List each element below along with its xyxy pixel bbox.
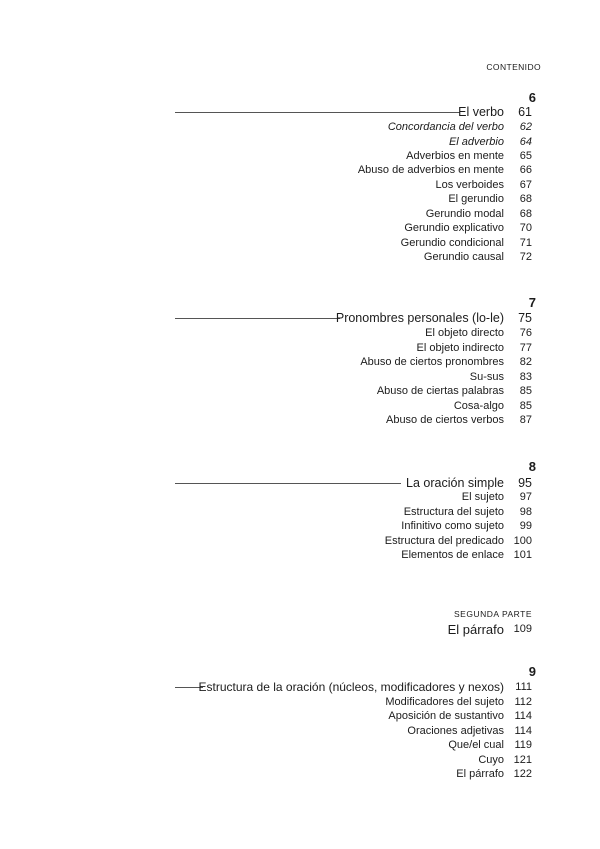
entry-title: La oración simple: [406, 476, 504, 490]
part-page: 109: [513, 623, 532, 635]
entry-page: 67: [519, 179, 532, 191]
entry-page: 70: [519, 222, 532, 234]
toc-entry[interactable]: [0, 355, 600, 370]
entry-title: Infinitivo como sujeto: [401, 520, 504, 532]
toc-entry[interactable]: [0, 695, 600, 710]
toc-entry[interactable]: [0, 753, 600, 768]
entry-title: El gerundio: [448, 193, 504, 205]
chapter-number: 9: [528, 664, 536, 679]
toc-entry[interactable]: [0, 505, 600, 520]
toc-entry[interactable]: [0, 311, 600, 326]
toc-entry[interactable]: [0, 399, 600, 414]
toc-entry[interactable]: [0, 221, 600, 236]
entry-title: Abuso de ciertas palabras: [376, 385, 504, 397]
entry-page: 76: [519, 327, 532, 339]
toc-entry[interactable]: [0, 192, 600, 207]
chapter-number: 8: [528, 459, 536, 474]
entry-page: 121: [513, 754, 532, 766]
entry-page: 68: [519, 193, 532, 205]
toc-entry[interactable]: [0, 135, 600, 150]
entry-page: 71: [519, 237, 532, 249]
entry-title: Su-sus: [469, 371, 504, 383]
chapter-number: 6: [528, 90, 536, 105]
entry-title: Adverbios en mente: [406, 150, 504, 162]
entry-page: 75: [518, 311, 532, 325]
part-label: SEGUNDA PARTE: [454, 609, 532, 619]
toc-entry[interactable]: [0, 341, 600, 356]
entry-title: El sujeto: [461, 491, 504, 503]
entry-page: 85: [519, 400, 532, 412]
chapter-number: 7: [528, 295, 536, 310]
entry-title: Concordancia del verbo: [387, 121, 504, 133]
entry-title: Gerundio modal: [425, 208, 504, 220]
toc-entry[interactable]: [0, 236, 600, 251]
entry-page: 101: [513, 549, 532, 561]
toc-entry[interactable]: [0, 724, 600, 739]
toc-entry[interactable]: [0, 326, 600, 341]
entry-title: Los verboides: [435, 179, 504, 191]
entry-title: Abuso de adverbios en mente: [357, 164, 504, 176]
entry-page: 119: [514, 739, 532, 751]
entry-title: Abuso de ciertos pronombres: [360, 356, 504, 368]
toc-entry[interactable]: [0, 413, 600, 428]
entry-title: Oraciones adjetivas: [407, 725, 504, 737]
toc-entry[interactable]: [0, 178, 600, 193]
entry-title: Abuso de ciertos verbos: [385, 414, 504, 426]
entry-title: Que/el cual: [448, 739, 504, 751]
entry-page: 66: [519, 164, 532, 176]
entry-page: 99: [519, 520, 532, 532]
entry-title: Estructura del predicado: [384, 535, 504, 547]
entry-page: 65: [519, 150, 532, 162]
entry-page: 114: [514, 725, 532, 737]
entry-page: 98: [519, 506, 532, 518]
toc-entry[interactable]: [0, 105, 600, 120]
entry-title: El verbo: [458, 105, 504, 119]
entry-title: Aposición de sustantivo: [388, 710, 504, 722]
toc-entry[interactable]: [0, 163, 600, 178]
entry-title: Cosa-algo: [453, 400, 504, 412]
entry-page: 68: [519, 208, 532, 220]
entry-title: Gerundio explicativo: [404, 222, 504, 234]
toc-entry[interactable]: [0, 767, 600, 782]
entry-page: 82: [519, 356, 532, 368]
running-head: CONTENIDO: [486, 62, 541, 72]
entry-page: 122: [513, 768, 532, 780]
entry-title: El párrafo: [456, 768, 504, 780]
entry-page: 83: [519, 371, 532, 383]
entry-title: Estructura de la oración (núcleos, modificadores y nexos): [198, 680, 504, 694]
toc-entry[interactable]: [0, 476, 600, 491]
entry-page: 85: [519, 385, 532, 397]
toc-entry[interactable]: [0, 370, 600, 385]
entry-page: 100: [513, 535, 532, 547]
entry-page: 62: [519, 121, 532, 133]
part-title-row[interactable]: [0, 621, 600, 638]
entry-title: Pronombres personales (lo-le): [335, 311, 504, 325]
toc-entry[interactable]: [0, 680, 600, 695]
entry-title: Gerundio causal: [423, 251, 504, 263]
entry-title: El adverbio: [448, 136, 504, 148]
entry-page: 61: [518, 105, 532, 119]
toc-entry[interactable]: [0, 519, 600, 534]
entry-title: Elementos de enlace: [401, 549, 504, 561]
entry-page: 111: [515, 681, 532, 693]
toc-entry[interactable]: [0, 120, 600, 135]
toc-entry[interactable]: [0, 548, 600, 563]
entry-title: Cuyo: [478, 754, 504, 766]
entry-page: 112: [514, 696, 532, 708]
toc-entry[interactable]: [0, 738, 600, 753]
entry-page: 95: [518, 476, 532, 490]
toc-entry[interactable]: [0, 709, 600, 724]
part-title: El párrafo: [447, 622, 504, 637]
toc-entry[interactable]: [0, 250, 600, 265]
entry-page: 87: [519, 414, 532, 426]
toc-entry[interactable]: [0, 534, 600, 549]
toc-entry[interactable]: [0, 490, 600, 505]
toc-entry[interactable]: [0, 149, 600, 164]
entry-title: Gerundio condicional: [400, 237, 504, 249]
entry-page: 77: [519, 342, 532, 354]
entry-title: Modificadores del sujeto: [385, 696, 504, 708]
toc-entry[interactable]: [0, 384, 600, 399]
entry-page: 97: [519, 491, 532, 503]
entry-title: El objeto directo: [425, 327, 504, 339]
entry-title: El objeto indirecto: [416, 342, 504, 354]
entry-title: Estructura del sujeto: [403, 506, 504, 518]
entry-page: 114: [514, 710, 532, 722]
toc-entry[interactable]: [0, 207, 600, 222]
entry-page: 72: [519, 251, 532, 263]
entry-page: 64: [519, 136, 532, 148]
